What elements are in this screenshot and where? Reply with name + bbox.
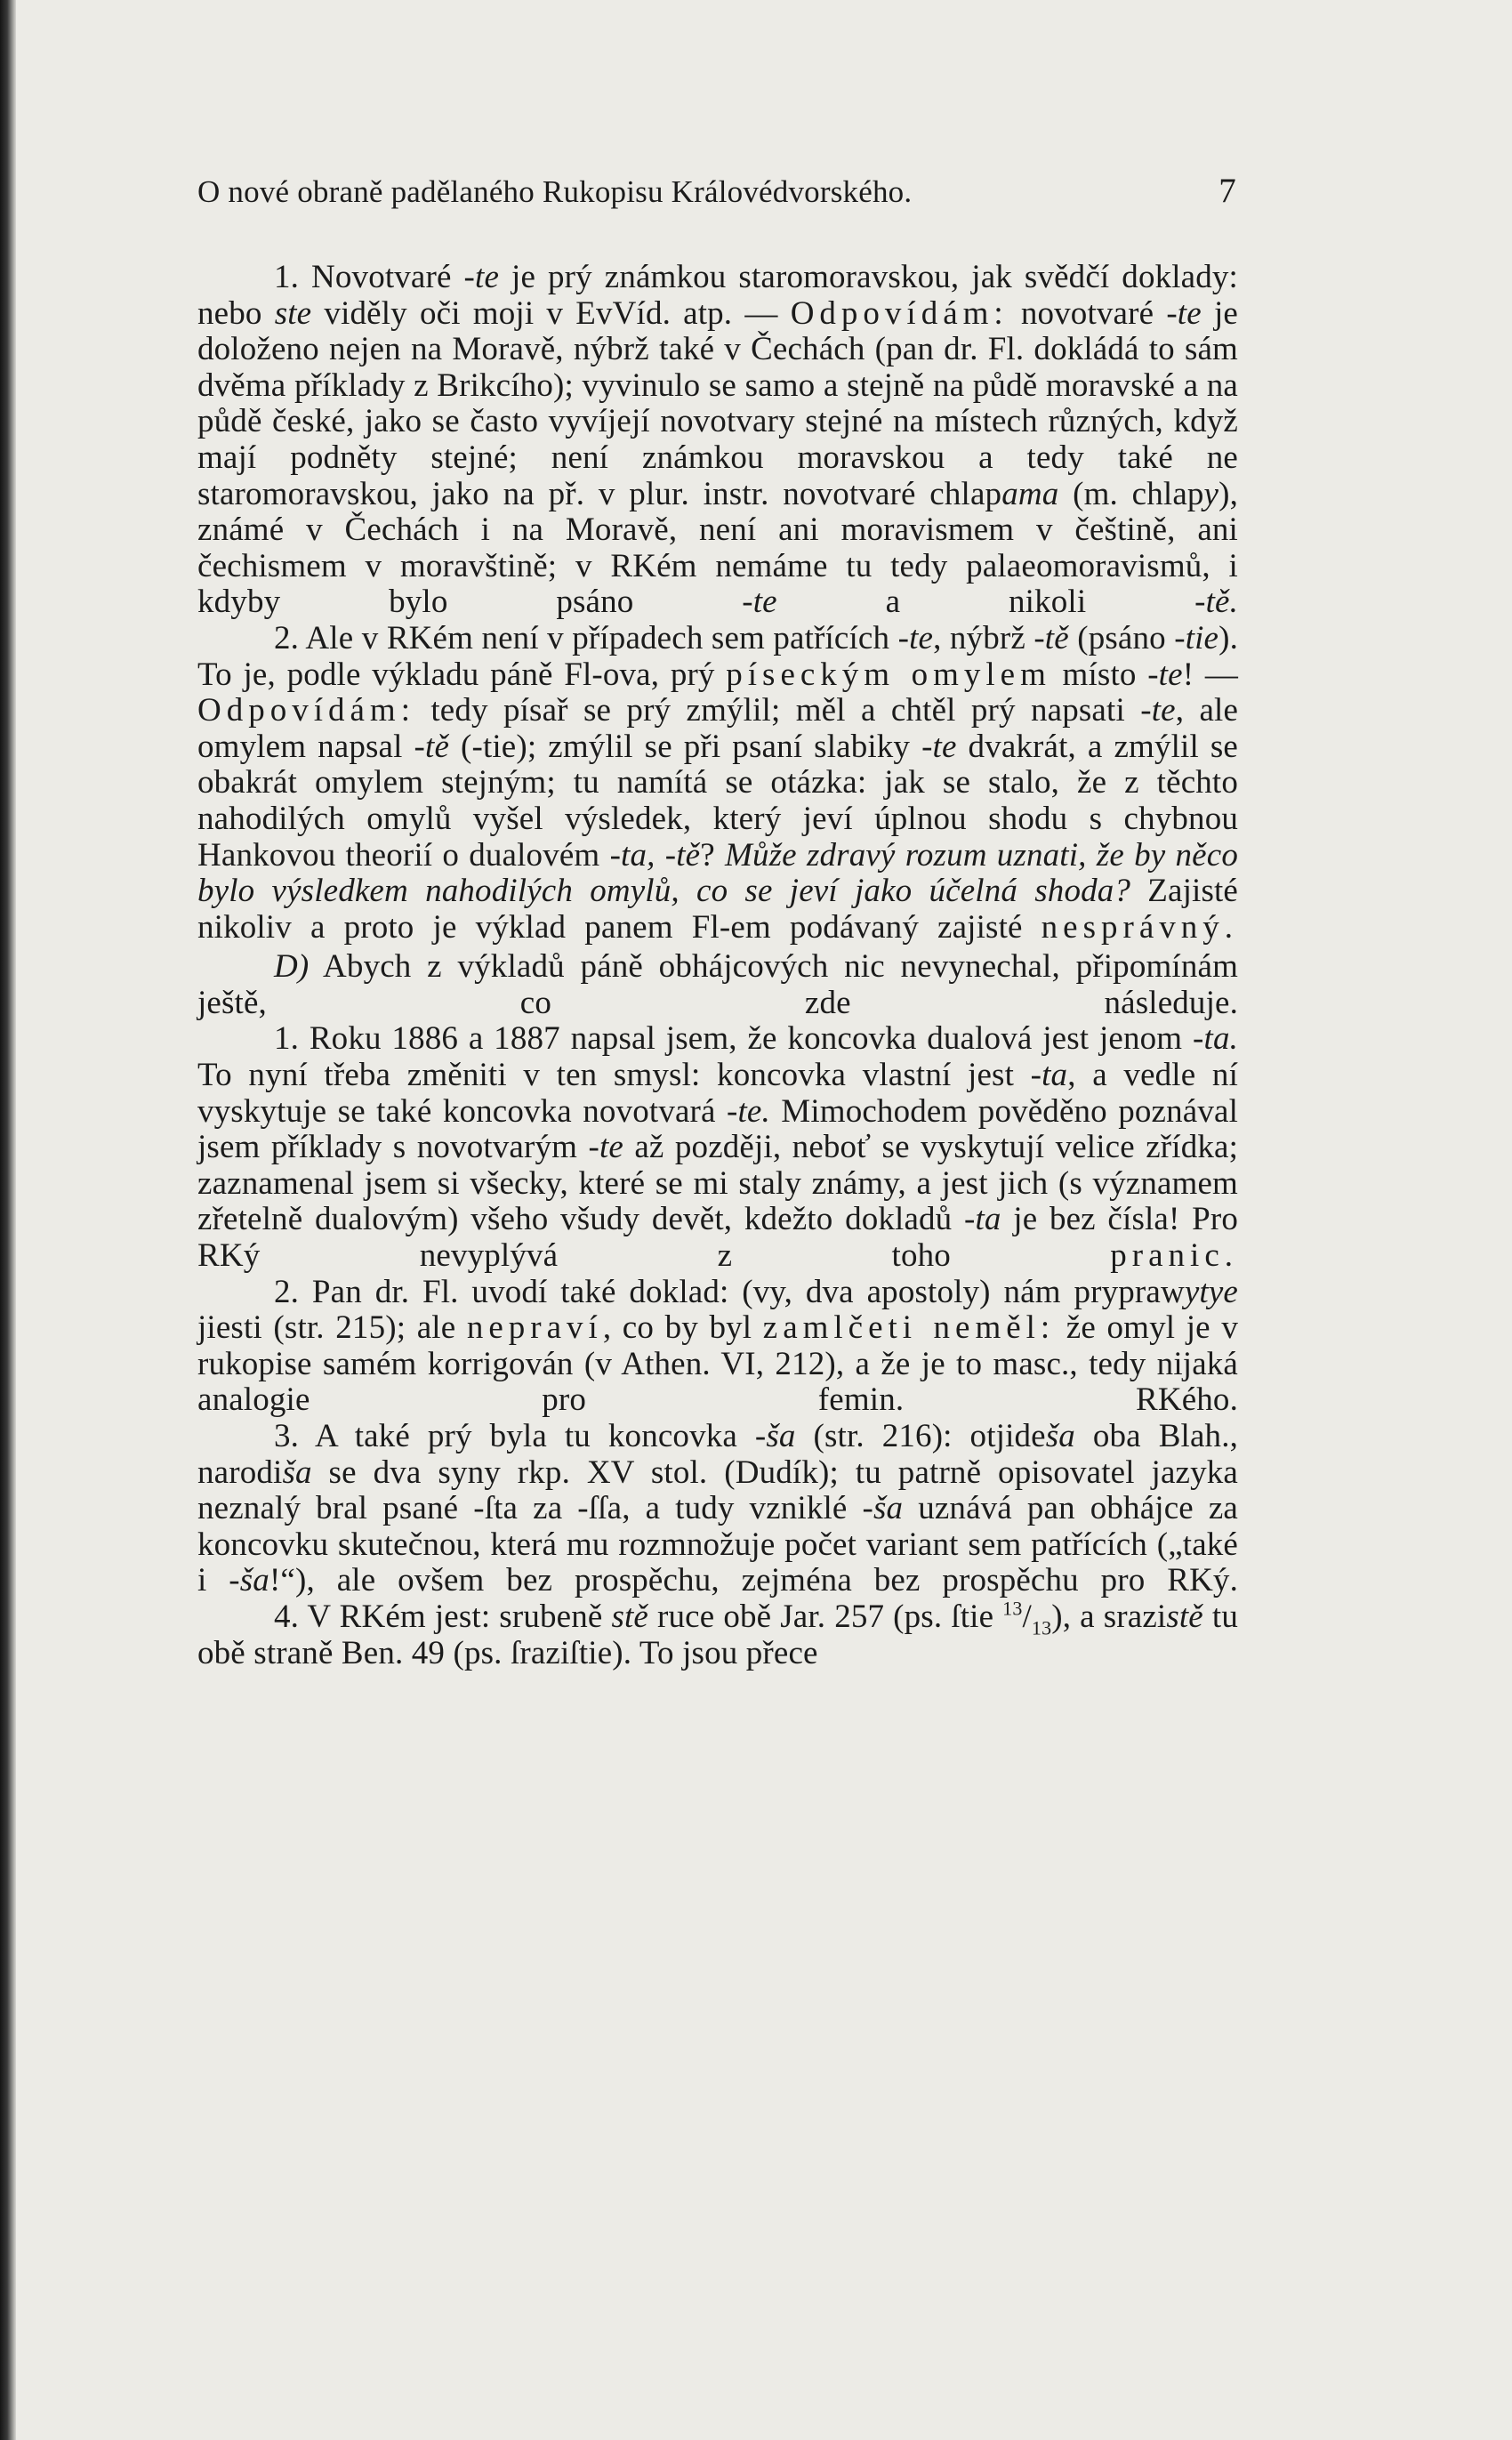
text-segment: Může zdravý rozum uznati, že by něco bylo výsledkem nahodilých omylů, co se jeví jako účelná shoda? — [197, 836, 1238, 910]
text-segment: -te. — [727, 1092, 770, 1130]
text-segment: -te — [1140, 692, 1176, 729]
text-segment: je doloženo nejen na Moravě, nýbrž také v Čechách (pan dr. Fl. dokládá to sám dvěma příklady z Brikcího); vyvinulo se samo a stejně na půdě moravské a na půdě české, jako se často vyvíjejí novotvary stejné na místech různých, když mají podněty stejné; není známkou moravskou a tedy také ne staromoravskou, jako na př. v plur. instr. novotvaré chlap — [197, 294, 1238, 512]
text-segment: 13 — [1002, 1597, 1023, 1620]
text-segment: (m. chlap — [1058, 475, 1204, 512]
text-segment: Odpovídám: — [197, 692, 415, 729]
text-segment: stě — [611, 1598, 649, 1635]
text-segment: Abych z výkladů páně obhájcových nic nevynechal, připomínám ještě, co zde následuje. — [197, 948, 1238, 1021]
text-segment: píseckým omylem — [726, 656, 1051, 693]
text-segment: 4. V RKém jest: srubeně — [274, 1598, 612, 1635]
text-segment: 2. Pan dr. Fl. uvodí také doklad: (vy, dva apostoly) nám prypraw — [274, 1273, 1185, 1310]
text-segment: viděly oči moji v EvVíd. atp. — — [311, 294, 791, 332]
text-segment: se dva syny rkp. XV stol. (Dudík); tu patrně opisovatel jazyka neznalý bral psané -ſta za -ſſa, a tudy vzniklé — [197, 1454, 1238, 1527]
text-segment: 1. Novotvaré — [274, 259, 464, 295]
text-segment: -tě. — [1194, 584, 1238, 621]
text-segment: až později, neboť se vyskytují velice zřídka; zaznamenal jsem si všecky, které se mi staly známy, a jest jich (s významem zřetelně dualovým) všeho všudy devět, kdežto dokladů — [197, 1129, 1238, 1238]
text-segment: , nýbrž — [933, 619, 1034, 656]
text-segment: ruce obě Jar. 257 (ps. ſtie — [648, 1598, 1003, 1635]
text-segment: , a vedle ní vyskytuje se také koncovka novotvará — [197, 1057, 1238, 1130]
text-segment: 3. A také prý byla tu koncovka — [274, 1418, 755, 1454]
text-segment: zamlčeti neměl: — [762, 1309, 1056, 1347]
text-segment: -tě — [1033, 619, 1069, 656]
running-head — [197, 171, 1238, 222]
text-segment: -ša — [862, 1490, 904, 1527]
text-segment: je prý známkou staromoravskou, jak svědčí doklady: nebo — [197, 259, 1238, 332]
text-segment: je bez čísla! Pro RKý nevyplývá z toho — [197, 1201, 1238, 1275]
text-segment: To nyní třeba změniti v ten smysl: koncovka vlastní jest — [197, 1057, 1031, 1094]
text-segment: 1. Roku 1886 a 1887 napsal jsem, že koncovka dualová jest jenom — [274, 1020, 1194, 1058]
text-segment: -tě — [414, 728, 450, 765]
text-segment: tedy písař se prý zmýlil; měl a chtěl prý napsati — [414, 692, 1141, 729]
text-segment: (str. 216): otjide — [795, 1418, 1046, 1454]
text-segment: -ta. — [1193, 1020, 1238, 1058]
paragraph-5 — [197, 1275, 1238, 1419]
text-segment: (-tie); zmýlil se při psaní slabiky — [449, 728, 922, 765]
text-segment: ), a srazi — [1051, 1598, 1167, 1635]
text-segment: -ša — [754, 1418, 796, 1454]
paragraph-7 — [197, 1599, 1238, 1671]
paragraph-3 — [197, 949, 1238, 1021]
text-segment: -te — [742, 584, 777, 621]
text-segment: Zajisté nikoliv a proto je výklad panem Fl-em podávaný zajisté — [197, 873, 1238, 946]
text-segment: jiesti (str. 215); ale — [197, 1309, 467, 1347]
text-segment: -te — [463, 259, 500, 295]
text-segment: -te — [588, 1129, 623, 1166]
text-segment: -te — [1147, 656, 1183, 693]
text-segment: že omyl je v rukopise samém korrigován (v Athen. VI, 212), a že je to masc., tedy nijaká analogie pro femin. RKého. — [197, 1309, 1238, 1419]
text-segment: místo — [1050, 656, 1148, 693]
text-segment: 13 — [1031, 1616, 1052, 1639]
page-body — [197, 260, 1238, 1671]
page-number: 7 — [1218, 172, 1236, 210]
text-segment: uznává pan obhájce za koncovku skutečnou, která mu rozmnožuje počet variant sem patřících („také i — [197, 1490, 1238, 1599]
text-segment: ), známé v Čechách i na Moravě, není ani moravismem v češtině, ani čechismem v moravštině; v RKém nemáme tu tedy palaeomoravismů, i kdyby bylo psáno — [197, 475, 1238, 621]
paragraph-4 — [197, 1021, 1238, 1274]
text-segment: ytye — [1184, 1273, 1238, 1310]
running-head-title: O nové obraně padělaného Rukopisu Královédvorského. — [197, 174, 913, 209]
paragraph-1 — [197, 260, 1238, 621]
text-segment: ? — [700, 836, 725, 874]
text-segment: pranic. — [1110, 1237, 1238, 1275]
text-segment: nepraví — [466, 1309, 603, 1347]
text-segment: y — [1203, 475, 1219, 512]
text-segment: -te — [921, 728, 957, 765]
text-segment: oba Blah., narodi — [197, 1418, 1238, 1491]
text-segment: , co by byl — [602, 1309, 763, 1347]
text-segment: ša — [282, 1454, 312, 1491]
scan-binding-edge — [0, 0, 16, 2440]
text-segment: -ta — [1030, 1057, 1068, 1094]
text-segment: nesprávný. — [1041, 908, 1238, 946]
text-segment: D) — [274, 948, 310, 986]
text-segment: dvakrát, a zmýlil se obakrát omylem stejným; tu namítá se otázka: jak se stalo, že z těchto nahodilých omylů vyšel výsledek, který jeví úplnou shodu s chybnou Hankovou theorií o dualovém — [197, 728, 1238, 874]
text-segment: novotvaré — [1008, 294, 1167, 332]
text-segment: stě — [1166, 1598, 1203, 1635]
book-page — [197, 171, 1238, 1671]
text-segment: -ta, -tě — [609, 836, 701, 874]
text-segment: ste — [274, 294, 312, 332]
paragraph-6 — [197, 1419, 1238, 1599]
text-segment: ). To je, podle výkladu páně Fl-ova, prý — [197, 619, 1238, 693]
text-segment: , ale omylem napsal — [197, 692, 1239, 765]
text-segment: a nikoli — [776, 584, 1195, 621]
text-segment: -tie — [1174, 619, 1219, 656]
text-segment: (psáno — [1068, 619, 1175, 656]
text-segment: -te — [1166, 294, 1202, 332]
text-segment: -ša — [229, 1562, 269, 1599]
text-segment: Odpovídám: — [790, 294, 1009, 332]
text-segment: ša — [1045, 1418, 1075, 1454]
text-segment: 2. Ale v RKém není v případech sem patřících — [274, 619, 898, 656]
text-segment: / — [1022, 1598, 1032, 1635]
text-segment: -ta — [964, 1201, 1001, 1238]
text-segment: ! — — [1182, 656, 1238, 693]
text-segment: ama — [1001, 475, 1059, 512]
text-segment: tu obě straně Ben. 49 (ps. ſraziſtie). To jsou přece — [197, 1598, 1238, 1671]
text-segment: Mimochodem pověděno poznával jsem příklady s novotvarým — [197, 1092, 1238, 1166]
paragraph-2 — [197, 621, 1238, 946]
text-segment: -te — [897, 619, 934, 656]
text-segment: !“), ale ovšem bez prospěchu, zejména bez prospěchu pro RKý. — [269, 1562, 1238, 1599]
